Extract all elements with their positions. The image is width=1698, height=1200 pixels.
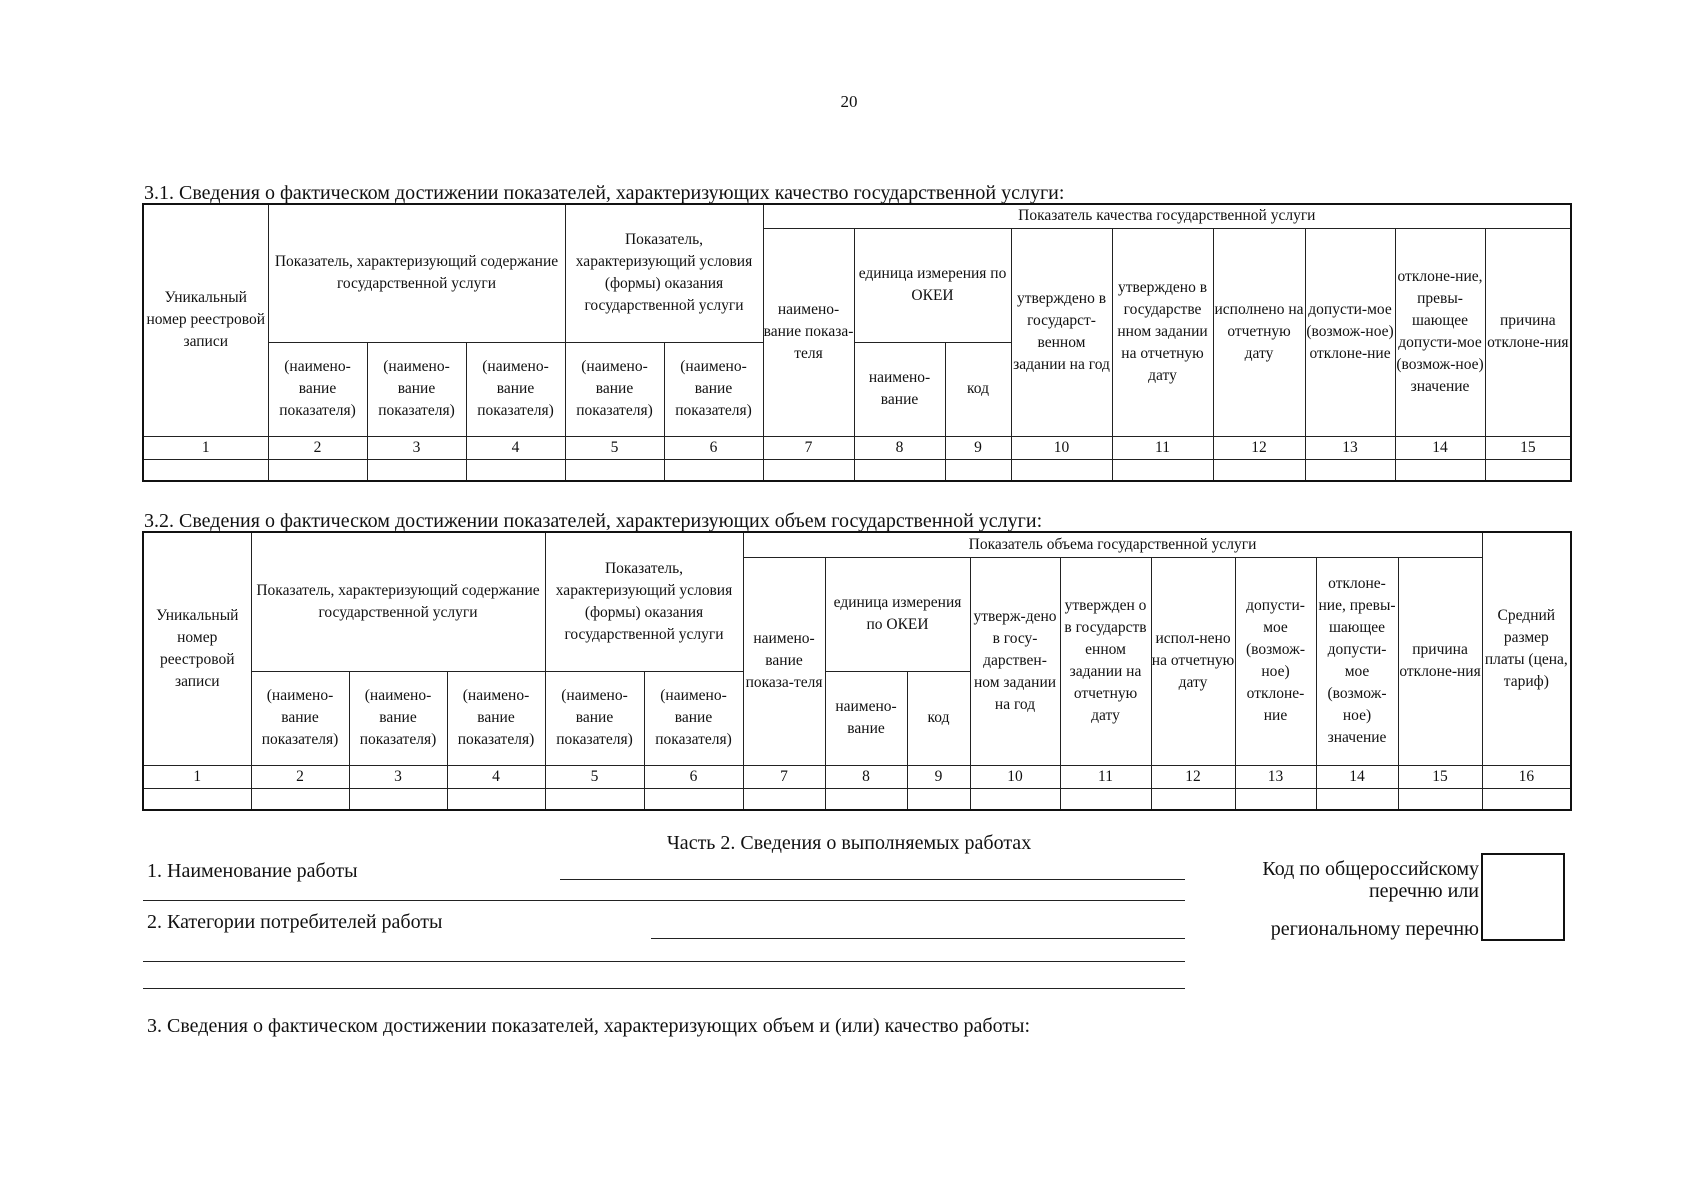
- empty-cell[interactable]: [1011, 459, 1112, 481]
- empty-cell[interactable]: [907, 788, 970, 810]
- column-number: 9: [907, 765, 970, 788]
- section-32-title: 3.2. Сведения о фактическом достижении показателей, характеризующих объем государственной услуги:: [144, 510, 1043, 532]
- consumers-field-line-2[interactable]: [143, 961, 1185, 962]
- column-number: 13: [1235, 765, 1316, 788]
- column-number-row: [143, 765, 1571, 788]
- empty-cell[interactable]: [763, 459, 854, 481]
- empty-cell[interactable]: [447, 788, 545, 810]
- header-approved-year: утверждено в государст-венном задании на год: [1011, 228, 1112, 436]
- column-number: 2: [268, 436, 367, 459]
- empty-cell[interactable]: [664, 459, 763, 481]
- table-row: [143, 788, 1571, 810]
- column-number: 7: [743, 765, 825, 788]
- work-name-field-line-2[interactable]: [143, 900, 1185, 901]
- consumers-label: 2. Категории потребителей работы: [147, 911, 443, 933]
- header-unit-code: код: [907, 671, 970, 765]
- column-number: 11: [1060, 765, 1151, 788]
- header-unit-name: наимено-вание: [825, 671, 907, 765]
- empty-cell[interactable]: [1305, 459, 1395, 481]
- header-approved-date: утверждено в государстве нном задании на отчетную дату: [1112, 228, 1213, 436]
- table-row: [143, 459, 1571, 481]
- header-content-indicator: Показатель, характеризующий содержание государственной услуги: [251, 532, 545, 671]
- column-number: 2: [251, 765, 349, 788]
- empty-cell[interactable]: [565, 459, 664, 481]
- column-number: 5: [565, 436, 664, 459]
- section-3-title: 3. Сведения о фактическом достижении показателей, характеризующих объем и (или) качество работы:: [147, 1015, 1031, 1037]
- column-number: 14: [1316, 765, 1398, 788]
- empty-cell[interactable]: [349, 788, 447, 810]
- header-indicator-sub: (наимено-вание показателя): [545, 671, 644, 765]
- header-allowed-deviation: допусти-мое (возмож-ное) отклоне-ние: [1305, 228, 1395, 436]
- empty-cell[interactable]: [1398, 788, 1482, 810]
- empty-cell[interactable]: [854, 459, 945, 481]
- consumers-field[interactable]: [651, 938, 1185, 939]
- header-indicator-sub: (наимено-вание показателя): [268, 342, 367, 436]
- header-executed: испол-нено на отчетную дату: [1151, 557, 1235, 765]
- column-number: 4: [466, 436, 565, 459]
- header-indicator-sub: (наимено-вание показателя): [349, 671, 447, 765]
- page-number: 20: [840, 92, 858, 111]
- header-unique-number: Уникальный номер реестровой записи: [143, 204, 268, 436]
- column-number: 12: [1151, 765, 1235, 788]
- header-unit-name: наимено-вание: [854, 342, 945, 436]
- column-number: 15: [1485, 436, 1571, 459]
- header-deviation-reason: причина отклоне-ния: [1485, 228, 1571, 436]
- empty-cell[interactable]: [1060, 788, 1151, 810]
- header-content-indicator: Показатель, характеризующий содержание государственной услуги: [268, 204, 565, 342]
- code-label-line-2: перечню или: [1368, 880, 1479, 902]
- column-number: 10: [1011, 436, 1112, 459]
- volume-table: [142, 531, 1572, 811]
- column-number: 9: [945, 436, 1011, 459]
- column-number: 3: [349, 765, 447, 788]
- empty-cell[interactable]: [825, 788, 907, 810]
- column-number: 6: [644, 765, 743, 788]
- column-number-row: [143, 436, 1571, 459]
- empty-cell[interactable]: [251, 788, 349, 810]
- work-name-field[interactable]: [560, 879, 1185, 880]
- header-approved-year: утверж-дено в госу-дарствен-ном задании на год: [970, 557, 1060, 765]
- column-number: 3: [367, 436, 466, 459]
- header-quality-indicator-group: Показатель качества государственной услуги: [763, 204, 1571, 228]
- column-number: 5: [545, 765, 644, 788]
- header-unit-code: код: [945, 342, 1011, 436]
- empty-cell[interactable]: [268, 459, 367, 481]
- header-allowed-deviation: допусти-мое (возмож-ное) отклоне-ние: [1235, 557, 1316, 765]
- header-indicator-name: наимено-вание показа-теля: [743, 557, 825, 765]
- empty-cell[interactable]: [143, 788, 251, 810]
- header-conditions-indicator: Показатель, характеризующий условия (формы) оказания государственной услуги: [565, 204, 763, 342]
- header-indicator-sub: (наимено-вание показателя): [664, 342, 763, 436]
- header-approved-date: утвержден о в государств енном задании на отчетную дату: [1060, 557, 1151, 765]
- empty-cell[interactable]: [545, 788, 644, 810]
- empty-cell[interactable]: [1395, 459, 1485, 481]
- column-number: 15: [1398, 765, 1482, 788]
- empty-cell[interactable]: [1316, 788, 1398, 810]
- consumers-field-line-3[interactable]: [143, 988, 1185, 989]
- empty-cell[interactable]: [1213, 459, 1305, 481]
- empty-cell[interactable]: [143, 459, 268, 481]
- column-number: 13: [1305, 436, 1395, 459]
- section-31-title: 3.1. Сведения о фактическом достижении показателей, характеризующих качество государственной услуги:: [144, 182, 1065, 204]
- code-label-line-3: региональному перечню: [1270, 918, 1479, 940]
- column-number: 8: [854, 436, 945, 459]
- header-indicator-name: наимено-вание показа-теля: [763, 228, 854, 436]
- column-number: 8: [825, 765, 907, 788]
- column-number: 14: [1395, 436, 1485, 459]
- empty-cell[interactable]: [743, 788, 825, 810]
- code-label-line-1: Код по общероссийскому: [1262, 858, 1479, 880]
- part2-title: Часть 2. Сведения о выполняемых работах: [666, 832, 1032, 854]
- quality-table: [142, 203, 1572, 482]
- empty-cell[interactable]: [367, 459, 466, 481]
- empty-cell[interactable]: [945, 459, 1011, 481]
- header-conditions-indicator: Показатель, характеризующий условия (формы) оказания государственной услуги: [545, 532, 743, 671]
- empty-cell[interactable]: [644, 788, 743, 810]
- column-number: 11: [1112, 436, 1213, 459]
- empty-cell[interactable]: [1235, 788, 1316, 810]
- header-indicator-sub: (наимено-вание показателя): [447, 671, 545, 765]
- column-number: 1: [143, 765, 251, 788]
- header-unique-number: Уникальный номер реестровой записи: [143, 532, 251, 765]
- header-unit-okei: единица измерения по ОКЕИ: [825, 557, 970, 671]
- code-input-box[interactable]: [1481, 853, 1565, 941]
- header-unit-okei: единица измерения по ОКЕИ: [854, 228, 1011, 342]
- column-number: 7: [763, 436, 854, 459]
- empty-cell[interactable]: [1485, 459, 1571, 481]
- column-number: 16: [1482, 765, 1571, 788]
- empty-cell[interactable]: [1112, 459, 1213, 481]
- header-indicator-sub: (наимено-вание показателя): [367, 342, 466, 436]
- header-indicator-sub: (наимено-вание показателя): [565, 342, 664, 436]
- empty-cell[interactable]: [970, 788, 1060, 810]
- header-indicator-sub: (наимено-вание показателя): [466, 342, 565, 436]
- header-exceeding-deviation: отклоне-ние, превы-шающее допусти-мое (возмож-ное) значение: [1316, 557, 1398, 765]
- work-name-label: 1. Наименование работы: [147, 860, 358, 882]
- column-number: 10: [970, 765, 1060, 788]
- empty-cell[interactable]: [466, 459, 565, 481]
- column-number: 12: [1213, 436, 1305, 459]
- header-indicator-sub: (наимено-вание показателя): [251, 671, 349, 765]
- column-number: 4: [447, 765, 545, 788]
- column-number: 1: [143, 436, 268, 459]
- header-indicator-sub: (наимено-вание показателя): [644, 671, 743, 765]
- header-average-fee: Средний размер платы (цена, тариф): [1482, 532, 1571, 765]
- header-volume-indicator-group: Показатель объема государственной услуги: [743, 532, 1482, 557]
- column-number: 6: [664, 436, 763, 459]
- header-executed: исполнено на отчетную дату: [1213, 228, 1305, 436]
- empty-cell[interactable]: [1151, 788, 1235, 810]
- header-exceeding-deviation: отклоне-ние, превы-шающее допусти-мое (возмож-ное) значение: [1395, 228, 1485, 436]
- empty-cell[interactable]: [1482, 788, 1571, 810]
- header-deviation-reason: причина отклоне-ния: [1398, 557, 1482, 765]
